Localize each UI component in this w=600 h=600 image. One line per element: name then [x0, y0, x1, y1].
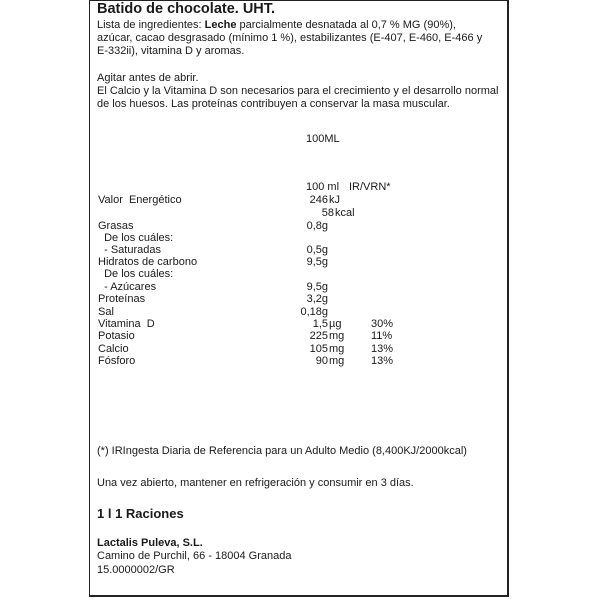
ingredients-line-1-rest: parcialmente desnatada al 0,7 % MG (90%),: [236, 19, 456, 31]
company-name: Lactalis Puleva, S.L.: [97, 537, 203, 549]
claim-line-2: de los huesos. Las proteínas contribuyen a conservar la masa muscular.: [97, 98, 450, 110]
nutrient-amount: 105: [309, 343, 328, 355]
nutrient-label: Potasio: [98, 330, 135, 342]
nutrient-amount: 1,5: [312, 318, 328, 330]
nutrient-unit: mg: [329, 355, 345, 367]
nutrient-amount: 246: [309, 194, 328, 206]
nutrient-label: - Azúcares: [98, 281, 157, 293]
nutrient-value: [280, 207, 380, 219]
nutrient-label: Proteínas: [98, 293, 146, 305]
storage-instruction: Una vez abierto, mantener en refrigeración y consumir en 3 días.: [97, 477, 414, 489]
company-registry: 15.0000002/GR: [97, 564, 175, 576]
ingredients-prefix: Lista de ingredientes:: [97, 19, 205, 31]
nutrient-percent: 11%: [371, 330, 393, 342]
nutrient-value: 9,5g: [306, 281, 328, 293]
nutrient-percent: 30%: [371, 318, 394, 330]
nutrient-unit: mg: [329, 330, 345, 342]
footnote: (*) IRIngesta Diaria de Referencia para un Adulto Medio (8,400KJ/2000kcal): [97, 445, 467, 457]
nutrient-percent: 13%: [371, 343, 394, 355]
nutrient-value: 0,18g: [300, 306, 328, 318]
nutrient-label: De los cuáles:: [98, 268, 174, 280]
nutrient-label: Valor Energético: [98, 194, 182, 206]
nutrient-value: 3,2g: [306, 293, 328, 305]
column-ir-vrn: IR/VRN*: [349, 181, 391, 193]
nutrient-value: [280, 330, 380, 342]
ingredients-line-3: E-332ii), vitamina D y aromas.: [97, 45, 245, 57]
column-100ml: 100 ml: [306, 181, 340, 193]
nutrient-unit: µg: [329, 318, 342, 330]
ingredients-line-1: [97, 19, 456, 32]
nutrient-label: Vitamina D: [98, 318, 155, 330]
nutrient-value: 0,8g: [306, 220, 328, 232]
shake-instruction: Agitar antes de abrir.: [97, 72, 199, 84]
nutrient-value: [280, 343, 380, 355]
nutrient-value: [280, 318, 380, 330]
nutrient-value: 9,5g: [306, 256, 328, 268]
nutrient-label: Calcio: [98, 343, 129, 355]
portions: 1 l 1 Raciones: [97, 506, 184, 521]
nutrient-unit: kJ: [329, 194, 340, 206]
serving-header: 100ML: [306, 133, 340, 145]
claim-line-1: El Calcio y la Vitamina D son necesarios para el crecimiento y el desarrollo normal: [97, 85, 499, 97]
nutrient-label: - Saturadas: [98, 244, 161, 256]
nutrient-unit: kcal: [335, 207, 355, 219]
ingredients-bold: Leche: [204, 19, 237, 31]
nutrient-value: [280, 194, 380, 206]
nutrient-label: Sal: [98, 306, 114, 318]
nutrient-value: [280, 355, 380, 367]
nutrient-label: De los cuáles:: [98, 232, 174, 244]
ingredients-line-2: azúcar, cacao desgrasado (mínimo 1 %), estabilizantes (E-407, E-460, E-466 y: [97, 32, 483, 44]
nutrient-label: Grasas: [98, 220, 134, 232]
nutrient-amount: 58: [321, 207, 334, 219]
nutrient-label: Hidratos de carbono: [98, 256, 198, 268]
nutrient-value: 0,5g: [306, 244, 328, 256]
nutrient-percent: 13%: [371, 355, 394, 367]
nutrient-unit: mg: [329, 343, 345, 355]
product-title: Batido de chocolate. UHT.: [97, 1, 276, 17]
nutrient-amount: 90: [315, 355, 328, 367]
nutrient-amount: 225: [309, 330, 328, 342]
nutrient-label: Fósforo: [98, 355, 136, 367]
company-address: Camino de Purchil, 66 - 18004 Granada: [97, 550, 292, 562]
